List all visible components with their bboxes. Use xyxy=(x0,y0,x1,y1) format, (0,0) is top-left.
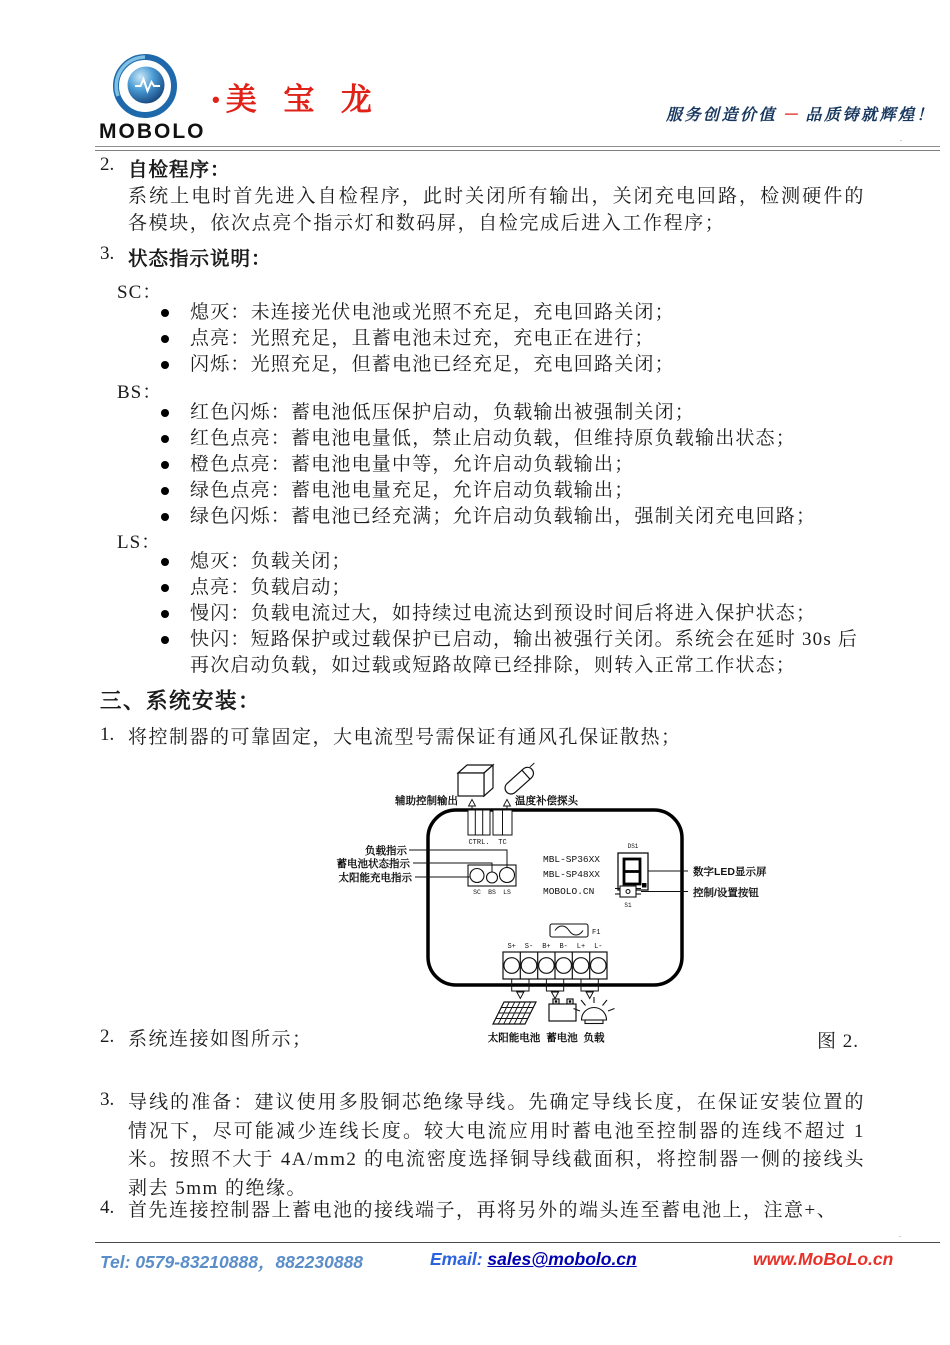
bullet-icon xyxy=(161,584,169,592)
section-number: 3. xyxy=(100,243,115,264)
install-section-title: 三、系统安装： xyxy=(100,689,262,713)
terminal-strip xyxy=(503,952,607,979)
list-item-text: 闪烁：光照充足，但蓄电池已经充足，充电回路关闭； xyxy=(190,354,675,375)
self-check-paragraph: 系统上电时首先进入自检程序，此时关闭所有输出，关闭充电回路，检测硬件的各模块，依次点亮个指示灯和数码屏，自检完成后进入工作程序； xyxy=(128,186,865,234)
ls-list xyxy=(160,549,866,679)
bullet-icon xyxy=(161,309,169,317)
bullet-icon xyxy=(161,361,169,369)
terminal-label: S+ xyxy=(507,943,516,951)
display-label: 数字LED显示屏 xyxy=(693,866,767,878)
step-text: 系统连接如图所示； xyxy=(128,1029,313,1050)
list-item xyxy=(160,400,816,426)
bs-led-icon xyxy=(487,872,498,883)
list-item-text: 绿色点亮：蓄电池电量充足，允许启动负载输出； xyxy=(190,480,635,501)
bullet-icon xyxy=(161,487,169,495)
list-item xyxy=(160,326,675,352)
ds1-label: DS1 xyxy=(627,843,639,850)
step-text: 将控制器的可靠固定，大电流型号需保证有通风孔保证散热； xyxy=(128,727,682,748)
list-item-text: 橙色点亮：蓄电池电量中等，允许启动负载输出； xyxy=(190,454,635,475)
install-step-2 xyxy=(100,1026,313,1053)
bullet-icon xyxy=(161,409,169,417)
temp-probe-label: 温度补偿探头 xyxy=(515,795,578,807)
install-step-4 xyxy=(100,1197,837,1224)
list-item xyxy=(160,300,675,326)
ctrl-label: CTRL. xyxy=(468,839,490,847)
brand-bullet-icon: • xyxy=(212,87,222,112)
install-step-1 xyxy=(100,724,682,751)
header-slogan xyxy=(520,102,935,125)
figure-2-caption: 图 2. xyxy=(817,1031,860,1052)
header-divider xyxy=(95,146,940,151)
brand-name-text: 美 宝 龙 xyxy=(225,82,381,117)
group-label-ls: LS： xyxy=(117,532,162,553)
ls-led-icon xyxy=(500,868,515,883)
footer-tel: Tel: 0579-83210888，882230888 xyxy=(100,1252,364,1272)
list-item-text: 点亮：负载启动； xyxy=(190,577,352,598)
model-1: MBL-SP36XX xyxy=(543,854,601,865)
terminal-labels xyxy=(507,943,602,951)
slogan-right: 品质铸就辉煌！ xyxy=(805,107,935,124)
footer-website: www.MoBoLo.cn xyxy=(753,1249,894,1269)
section-title: 自检程序： xyxy=(128,159,231,181)
list-item xyxy=(160,452,816,478)
battery-icon xyxy=(549,999,576,1021)
step-number: 3. xyxy=(100,1089,115,1110)
section-title: 状态指示说明： xyxy=(128,248,272,270)
terminal-label: L+ xyxy=(576,943,586,951)
bullet-icon xyxy=(161,435,169,443)
step-text: 首先连接控制器上蓄电池的接线端子，再将另外的端头连至蓄电池上，注意+、 xyxy=(128,1200,838,1221)
terminal-label: B- xyxy=(559,943,568,951)
load-lamp-icon xyxy=(574,997,615,1024)
step-number: 2. xyxy=(100,1026,115,1047)
sc-led-icon xyxy=(470,869,484,883)
model-2: MBL-SP48XX xyxy=(543,869,601,880)
email-label: Email: xyxy=(430,1249,483,1269)
email-link[interactable]: sales@mobolo.cn xyxy=(487,1249,637,1269)
list-item xyxy=(160,504,816,530)
battery-indicator-label: 蓄电池状态指示 xyxy=(336,858,410,870)
list-item-text: 熄灭：未连接光伏电池或光照不充足，充电回路关闭； xyxy=(190,302,675,323)
list-item-text: 点亮：光照充足，且蓄电池未过充，充电正在进行； xyxy=(190,328,655,349)
list-item xyxy=(160,549,866,575)
list-item xyxy=(160,601,866,627)
list-item-text: 绿色闪烁：蓄电池已经充满；允许启动负载输出，强制关闭充电回路； xyxy=(190,506,817,527)
load-indicator-label: 负载指示 xyxy=(365,845,407,857)
terminal-label: B+ xyxy=(542,943,551,951)
slogan-dash: － xyxy=(781,107,801,124)
step-number: 1. xyxy=(100,724,115,745)
footer-divider xyxy=(95,1242,940,1243)
aux-output-box-icon xyxy=(458,765,493,796)
sc-list xyxy=(160,300,675,378)
list-item-text: 红色点亮：蓄电池电量低，禁止启动负载，但维持原负载输出状态； xyxy=(190,428,797,449)
bullet-icon xyxy=(161,636,169,644)
group-label-bs: BS： xyxy=(117,382,163,403)
section-status-heading xyxy=(100,243,272,271)
site-text: MOBOLO.CN xyxy=(543,886,595,897)
bullet-icon xyxy=(161,513,169,521)
list-item xyxy=(160,478,816,504)
step-number: 4. xyxy=(100,1197,115,1218)
list-item-text: 快闪：短路保护或过载保护已启动，输出被强行关闭。系统会在延时 30s 后再次启动负载，如过载或短路故障已经排除，则转入正常工作状态； xyxy=(190,629,859,676)
aux-output-label: 辅助控制输出 xyxy=(395,795,458,807)
ls-led-label: LS xyxy=(503,889,511,896)
footer-email xyxy=(430,1249,637,1270)
section-number: 2. xyxy=(100,154,115,175)
fuse-label: F1 xyxy=(592,929,601,937)
connection-lines xyxy=(512,979,599,999)
seven-segment-display-icon xyxy=(618,853,648,890)
list-item xyxy=(160,575,866,601)
mobolo-logo xyxy=(96,52,231,144)
tc-terminal-block xyxy=(493,810,512,835)
s1-label: S1 xyxy=(624,902,632,909)
battery-label: 蓄电池 xyxy=(546,1032,578,1044)
list-item xyxy=(160,627,866,679)
bullet-icon xyxy=(161,335,169,343)
header-rule-end-mark: . xyxy=(900,134,902,143)
terminal-label: S- xyxy=(524,943,534,951)
controller-diagram xyxy=(330,753,890,1053)
ctrl-terminal-block xyxy=(468,810,490,835)
solar-panel-icon xyxy=(493,1002,536,1024)
step-text: 导线的准备：建议使用多股铜芯绝缘导线。先确定导线长度，在保证安装位置的情况下，尽可能减少连线长度。较大电流应用时蓄电池至控制器的连线不超过 1 米。按照不大于 4A/mm2 的电流密度选择铜导线截面积，将控制器一侧的接线头剥去 5mm 的绝缘。 xyxy=(128,1092,865,1199)
solar-cell-label: 太阳能电池 xyxy=(487,1032,541,1044)
list-item xyxy=(160,352,675,378)
tc-label: TC xyxy=(498,839,507,847)
group-label-sc: SC： xyxy=(117,282,163,303)
install-step-3 xyxy=(100,1089,865,1203)
bullet-icon xyxy=(161,610,169,618)
list-item-text: 熄灭：负载关闭； xyxy=(190,551,352,572)
bs-list xyxy=(160,400,816,530)
temp-probe-icon xyxy=(503,761,541,797)
footer-rule-end-mark: . xyxy=(899,1230,901,1239)
list-item-text: 红色闪烁：蓄电池低压保护启动，负载输出被强制关闭； xyxy=(190,402,696,423)
fuse-icon xyxy=(550,924,588,937)
section-self-check-heading xyxy=(100,154,231,182)
model-text xyxy=(543,854,600,897)
bullet-icon xyxy=(161,558,169,566)
solar-indicator-label: 太阳能充电指示 xyxy=(338,872,412,884)
bs-led-label: BS xyxy=(488,889,496,896)
sc-led-label: SC xyxy=(473,889,481,896)
brand-name xyxy=(212,82,381,118)
slogan-left: 服务创造价值 xyxy=(665,107,777,124)
terminal-label: L- xyxy=(594,943,603,951)
list-item-text: 慢闪：负载电流过大，如持续过电流达到预设时间后将进入保护状态； xyxy=(190,603,817,624)
button-label: 控制/设置按钮 xyxy=(693,887,759,899)
logo-wordmark: MOBOLO xyxy=(99,120,206,143)
logo-globe-icon xyxy=(116,57,174,115)
list-item xyxy=(160,426,816,452)
load-label: 负载 xyxy=(583,1032,605,1044)
bullet-icon xyxy=(161,461,169,469)
